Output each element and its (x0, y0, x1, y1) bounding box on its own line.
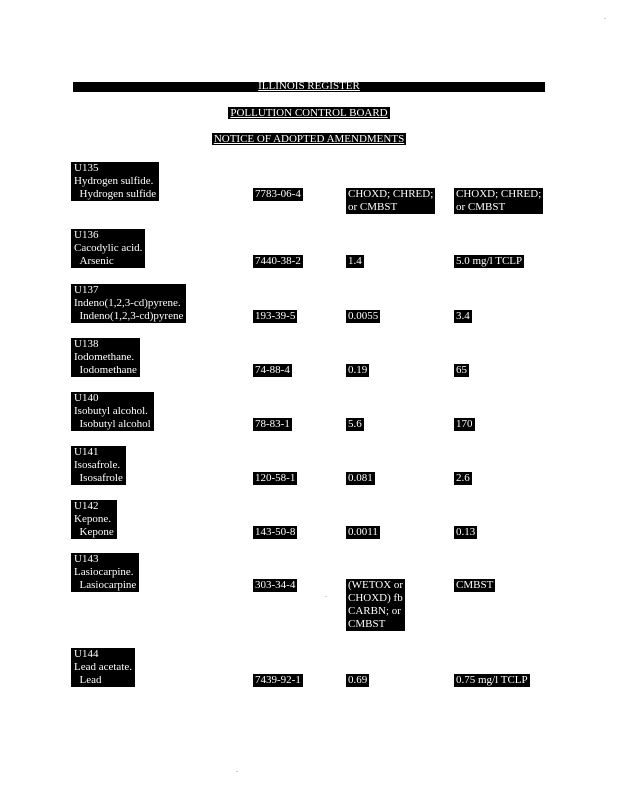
scan-speck (604, 18, 606, 19)
nonwastewater-standard: CHOXD; CHRED; or CMBST (456, 188, 542, 213)
chemical-name: Kepone. (74, 513, 111, 525)
wastewater-standard: (WETOX or CHOXD) fb CARBN; or CMBST (348, 579, 404, 630)
waste-entry-u137 (71, 284, 186, 323)
wastewater-standard: 1.4 (348, 255, 362, 267)
constituent-name: Lead (74, 674, 102, 686)
nonwastewater-standard: 3.4 (456, 310, 470, 322)
waste-entry-u135 (71, 162, 159, 201)
waste-code: U142 (74, 500, 99, 512)
wastewater-standard: 0.69 (348, 674, 368, 686)
constituent-name: Hydrogen sulfide (74, 188, 157, 200)
waste-code: U144 (74, 648, 99, 660)
notice-title-line (0, 133, 618, 145)
wastewater-standard: 5.6 (348, 418, 362, 430)
wastewater-standard: 0.0011 (348, 526, 378, 538)
cas-number: 7783-06-4 (255, 188, 301, 200)
constituent-name: Isobutyl alcohol (74, 418, 151, 430)
wastewater-standard: CHOXD; CHRED; or CMBST (348, 188, 434, 213)
nonwastewater-standard: 2.6 (456, 472, 470, 484)
chemical-name: Isobutyl alcohol. (74, 405, 148, 417)
wastewater-standard: 0.0055 (348, 310, 379, 322)
waste-entry-u138 (71, 338, 140, 377)
wastewater-standard: 0.19 (348, 364, 368, 376)
cas-number: 120-58-1 (255, 472, 296, 484)
waste-code: U135 (74, 162, 99, 174)
constituent-name: Iodomethane (74, 364, 137, 376)
cas-number: 7439-92-1 (255, 674, 301, 686)
waste-code: U141 (74, 446, 99, 458)
nonwastewater-standard: 5.0 mg/l TCLP (456, 255, 523, 267)
chemical-name: Lead acetate. (74, 661, 133, 673)
cas-number: 74-88-4 (255, 364, 290, 376)
scan-speck (325, 596, 327, 597)
chemical-name: Cacodylic acid. (74, 242, 143, 254)
waste-entry-u140 (71, 392, 154, 431)
cas-number: 78-83-1 (255, 418, 290, 430)
cas-number: 7440-38-2 (255, 255, 301, 267)
waste-code: U137 (74, 284, 99, 296)
nonwastewater-standard: 65 (456, 364, 467, 376)
scan-speck (236, 771, 238, 772)
chemical-name: Lasiocarpine. (74, 566, 134, 578)
nonwastewater-standard: 0.13 (456, 526, 476, 538)
waste-entry-u136 (71, 229, 145, 268)
chemical-name: Hydrogen sulfide. (74, 175, 154, 187)
constituent-name: Lasiocarpine (74, 579, 137, 591)
board-title: POLLUTION CONTROL BOARD (230, 107, 388, 119)
chemical-name: Iodomethane. (74, 351, 135, 363)
chemical-name: Isosafrole. (74, 459, 121, 471)
notice-title: NOTICE OF ADOPTED AMENDMENTS (213, 133, 405, 145)
board-title-line (0, 107, 618, 119)
nonwastewater-standard: CMBST (456, 579, 494, 591)
nonwastewater-standard: 170 (456, 418, 473, 430)
waste-code: U138 (74, 338, 99, 350)
constituent-name: Isosafrole (74, 472, 123, 484)
waste-entry-u143 (71, 553, 139, 592)
waste-entry-u142 (71, 500, 117, 539)
constituent-name: Arsenic (74, 255, 114, 267)
waste-code: U140 (74, 392, 99, 404)
cas-number: 303-34-4 (255, 579, 296, 591)
waste-code: U143 (74, 553, 99, 565)
nonwastewater-standard: 0.75 mg/l TCLP (456, 674, 528, 686)
waste-entry-u141 (71, 446, 126, 485)
constituent-name: Indeno(1,2,3-cd)pyrene (74, 310, 184, 322)
waste-code: U136 (74, 229, 99, 241)
chemical-name: Indeno(1,2,3-cd)pyrene. (74, 297, 181, 309)
cas-number: 143-50-8 (255, 526, 296, 538)
constituent-name: Kepone (74, 526, 114, 538)
wastewater-standard: 0.081 (348, 472, 373, 484)
register-title: ILLINOIS REGISTER (258, 80, 360, 92)
cas-number: 193-39-5 (255, 310, 296, 322)
waste-entry-u144 (71, 648, 135, 687)
